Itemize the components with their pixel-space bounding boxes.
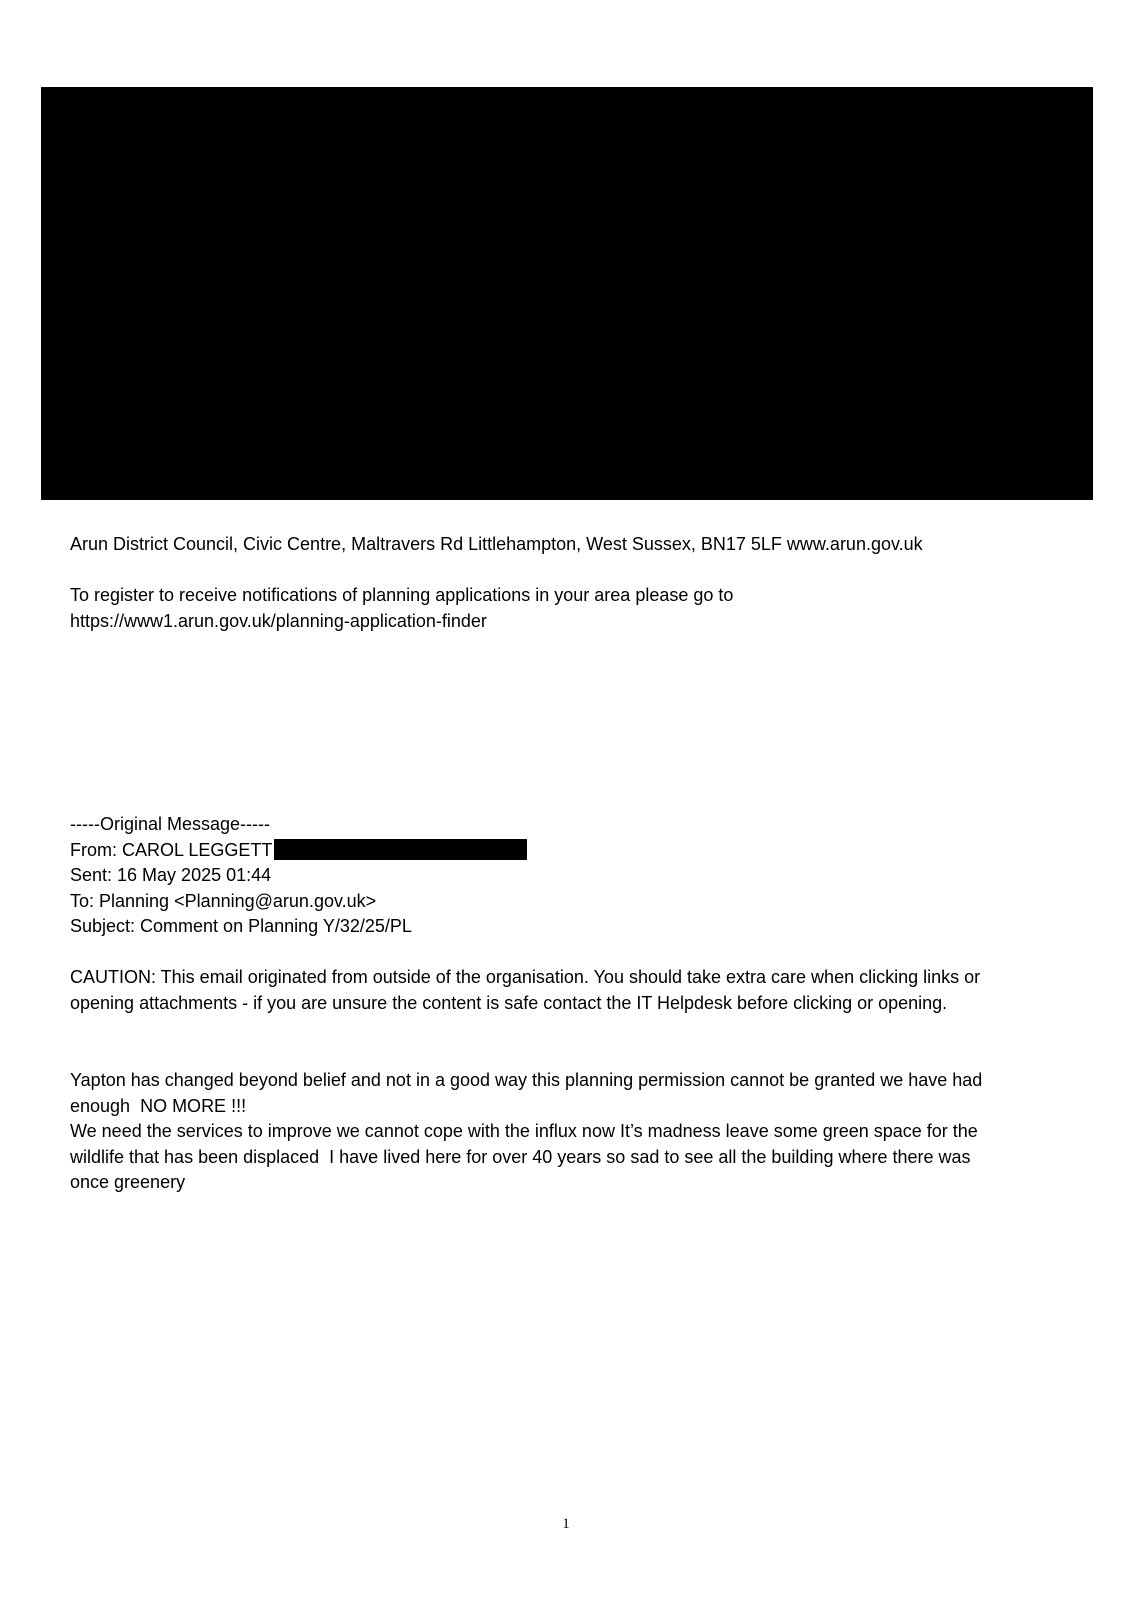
body-line: Yapton has changed beyond belief and not in a good way this planning permission cannot be granted we have had	[70, 1070, 983, 1090]
to-line: To: Planning <Planning@arun.gov.uk>	[70, 890, 377, 911]
page-number: 1	[562, 1516, 570, 1532]
body-line: enough NO MORE !!!	[70, 1095, 247, 1116]
caution-notice	[70, 965, 1070, 1016]
original-message-header	[70, 812, 1070, 940]
register-notice-line: To register to receive notifications of planning applications in your area please go to	[70, 585, 734, 605]
redacted-email-address	[274, 839, 527, 860]
caution-line: opening attachments - if you are unsure the content is safe contact the IT Helpdesk before clicking or opening.	[70, 992, 948, 1013]
register-notice	[70, 583, 1070, 634]
from-line	[70, 838, 1070, 864]
planning-finder-link[interactable]: https://www1.arun.gov.uk/planning-application-finder	[70, 610, 487, 631]
redacted-block	[41, 87, 1093, 500]
body-line: wildlife that has been displaced I have lived here for over 40 years so sad to see all the building where there was	[70, 1146, 971, 1167]
original-message-separator: -----Original Message-----	[70, 814, 271, 834]
council-info-block	[70, 532, 1070, 558]
body-line: We need the services to improve we cannot cope with the influx now It’s madness leave some green space for the	[70, 1121, 978, 1141]
sent-line: Sent: 16 May 2025 01:44	[70, 865, 272, 885]
body-line: once greenery	[70, 1172, 186, 1192]
caution-line: CAUTION: This email originated from outside of the organisation. You should take extra care when clicking links or	[70, 967, 981, 987]
council-address: Arun District Council, Civic Centre, Maltravers Rd Littlehampton, West Sussex, BN17 5LF www.arun.gov.uk	[70, 534, 923, 554]
subject-line: Subject: Comment on Planning Y/32/25/PL	[70, 916, 412, 936]
from-text: From: CAROL LEGGETT	[70, 839, 273, 860]
email-body	[70, 1068, 1070, 1196]
